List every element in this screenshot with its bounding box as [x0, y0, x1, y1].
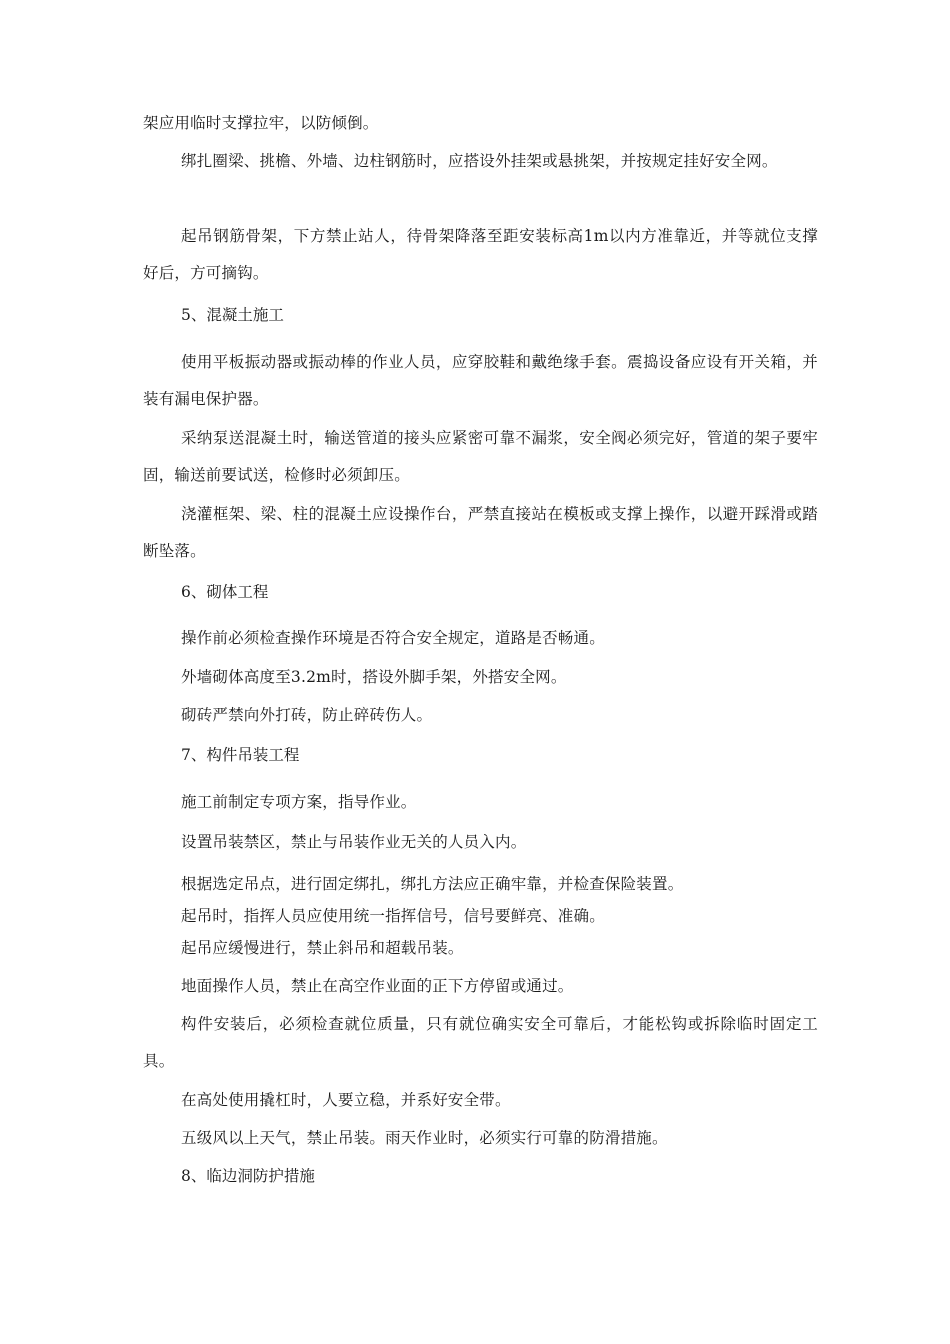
paragraph-pumped-concrete: 采纳泵送混凝土时，输送管道的接头应紧密可靠不漏浆，安全阀必须完好，管道的架子要牢固，输送前要试送，检修时必须卸压。 — [143, 429, 818, 484]
paragraph-command-signals: 起吊时，指挥人员应使用统一指挥信号，信号要鲜亮、准确。 — [181, 907, 605, 925]
paragraph-brick-safety: 砌砖严禁向外打砖，防止碎砖伤人。 — [181, 706, 433, 724]
section-heading-concrete: 5、混凝土施工 — [181, 306, 284, 324]
paragraph-slow-lifting: 起吊应缓慢进行，禁止斜吊和超载吊装。 — [181, 939, 464, 957]
paragraph-masonry-scaffold: 外墙砌体高度至3.2m时，搭设外脚手架，外搭安全网。 — [181, 668, 567, 686]
paragraph-crowbar-safety: 在高处使用撬杠时，人要立稳，并系好安全带。 — [181, 1091, 511, 1109]
paragraph-masonry-inspection: 操作前必须检查操作环境是否符合安全规定，道路是否畅通。 — [181, 629, 605, 647]
section-heading-component-hoisting: 7、构件吊装工程 — [181, 746, 300, 764]
paragraph-weather-restriction: 五级风以上天气，禁止吊装。雨天作业时，必须实行可靠的防滑措施。 — [181, 1129, 668, 1147]
section-heading-masonry: 6、砌体工程 — [181, 583, 269, 601]
paragraph-installation-check: 构件安装后，必须检查就位质量，只有就位确实安全可靠后，才能松钩或拆除临时固定工具。 — [143, 1015, 818, 1070]
section-heading-edge-protection: 8、临边洞防护措施 — [181, 1167, 315, 1185]
paragraph-pouring-platform: 浇灌框架、梁、柱的混凝土应设操作台，严禁直接站在模板或支撑上操作，以避开踩滑或踏断坠落。 — [143, 505, 818, 560]
paragraph-hoisting-rebar-cage: 起吊钢筋骨架，下方禁止站人，待骨架降落至距安装标高1m以内方准靠近，并等就位支撑好后，方可摘钩。 — [143, 227, 818, 282]
paragraph-lifting-points: 根据选定吊点，进行固定绑扎，绑扎方法应正确牢靠，并检查保险装置。 — [181, 875, 684, 893]
paragraph-support-bracing: 架应用临时支撑拉牢，以防倾倒。 — [143, 114, 379, 132]
paragraph-special-plan: 施工前制定专项方案，指导作业。 — [181, 793, 417, 811]
paragraph-hoisting-zone: 设置吊装禁区，禁止与吊装作业无关的人员入内。 — [181, 833, 527, 851]
paragraph-ground-personnel: 地面操作人员，禁止在高空作业面的正下方停留或通过。 — [181, 977, 574, 995]
paragraph-vibrator-operators: 使用平板振动器或振动棒的作业人员，应穿胶鞋和戴绝缘手套。震捣设备应设有开关箱，并装有漏电保护器。 — [143, 353, 818, 408]
paragraph-ring-beam-rebar: 绑扎圈梁、挑檐、外墙、边柱钢筋时，应搭设外挂架或悬挑架，并按规定挂好安全网。 — [181, 152, 778, 170]
